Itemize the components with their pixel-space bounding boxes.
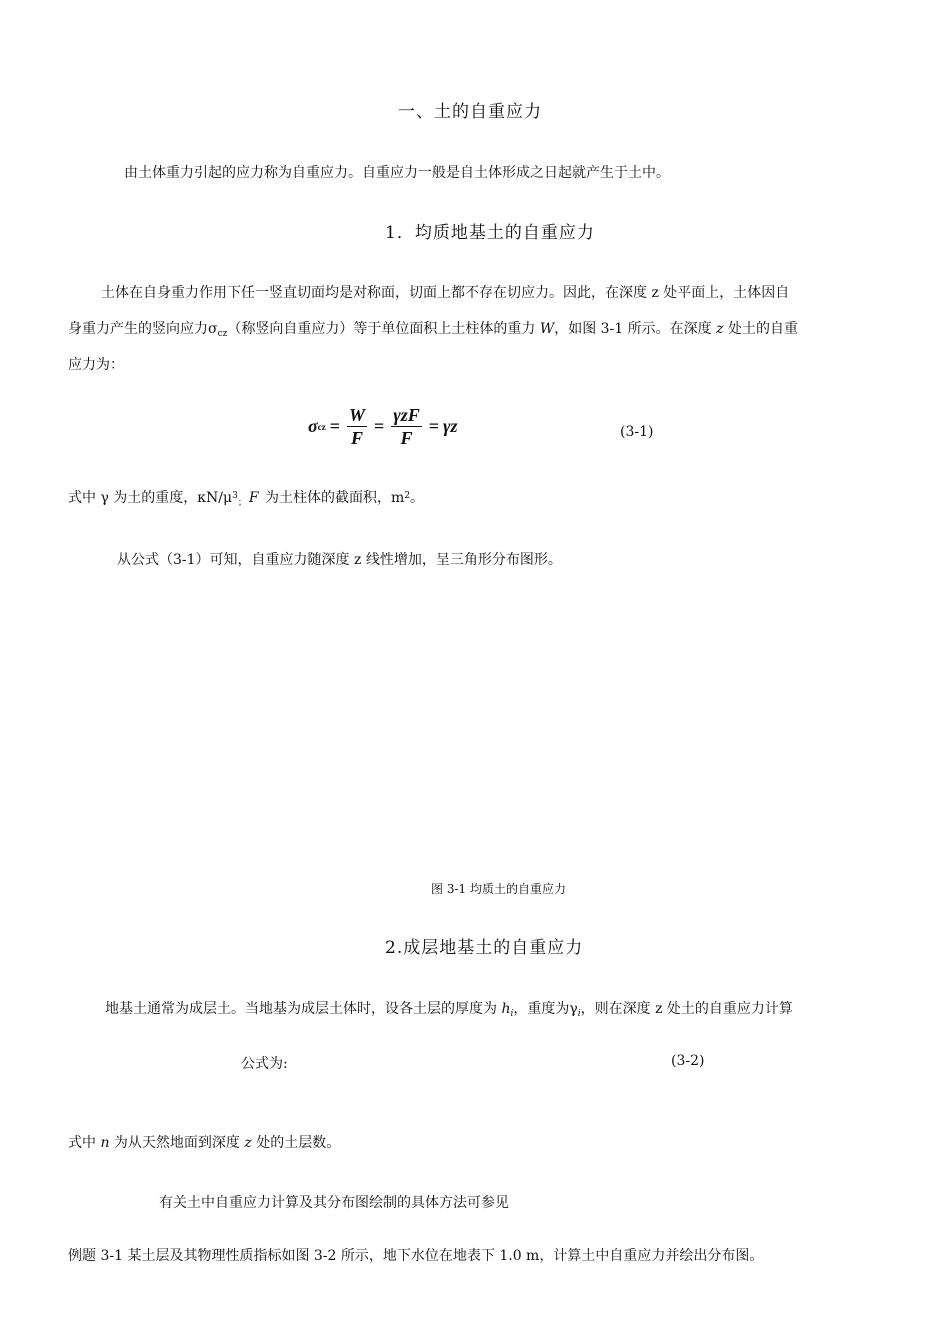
- equation-3-1: σ cz = $\frac{W}{F}$ = $\frac{\text{γzF}}{F}$ = γz: [308, 405, 458, 448]
- subsection-title-homogeneous: 1．均质地基土的自重应力: [385, 223, 595, 243]
- paragraph-2: 从公式（3-1）可知，自重应力随深度 z 线性增加，呈三角形分布图形。: [117, 552, 562, 568]
- paragraph-1-line-3: 应力为：: [68, 357, 124, 373]
- equation-number-3-2: (3-2): [671, 1053, 705, 1069]
- paragraph-3: 地基土通常为成层土。当地基为成层土体时，设各土层的厚度为 $h_i$，重度为$\gamma_i$，则在深度 z 处土的自重应力计算: [105, 1001, 793, 1019]
- formula-label: 公式为:: [241, 1056, 288, 1072]
- where-clause-1: 式中 γ 为土的重度，$\kappa N/\mu^3_;$ F 为土柱体的截面积，$m^2$。: [68, 490, 425, 508]
- paragraph-1-line-1: 土体在自身重力作用下任一竖直切面均是对称面，切面上都不存在切应力。因此，在深度 z 处平面上，土体因自: [101, 285, 790, 301]
- subsection-title-layered: 2.成层地基土的自重应力: [385, 938, 584, 958]
- section-title: 一、土的自重应力: [398, 102, 542, 122]
- where-clause-2: 式中 n 为从天然地面到深度 z 处的土层数。: [68, 1135, 341, 1151]
- example-paragraph: 例题 3-1 某土层及其物理性质指标如图 3-2 所示，地下水位在地表下 1.0 m，计算土中自重应力并绘出分布图。: [68, 1248, 764, 1264]
- intro-paragraph: 由土体重力引起的应力称为自重应力。自重应力一般是自土体形成之日起就产生于土中。: [124, 165, 670, 181]
- paragraph-4: 有关土中自重应力计算及其分布图绘制的具体方法可参见: [159, 1195, 509, 1211]
- paragraph-1-line-2: 身重力产生的竖向应力$\sigma_{cz}$（称竖向自重应力）等于单位面积上土柱体的重力 W，如图 3-1 所示。在深度 z 处土的自重: [68, 321, 798, 339]
- figure-caption: 图 3-1 均质土的自重应力: [431, 882, 566, 896]
- equation-number-3-1: (3-1): [620, 424, 654, 440]
